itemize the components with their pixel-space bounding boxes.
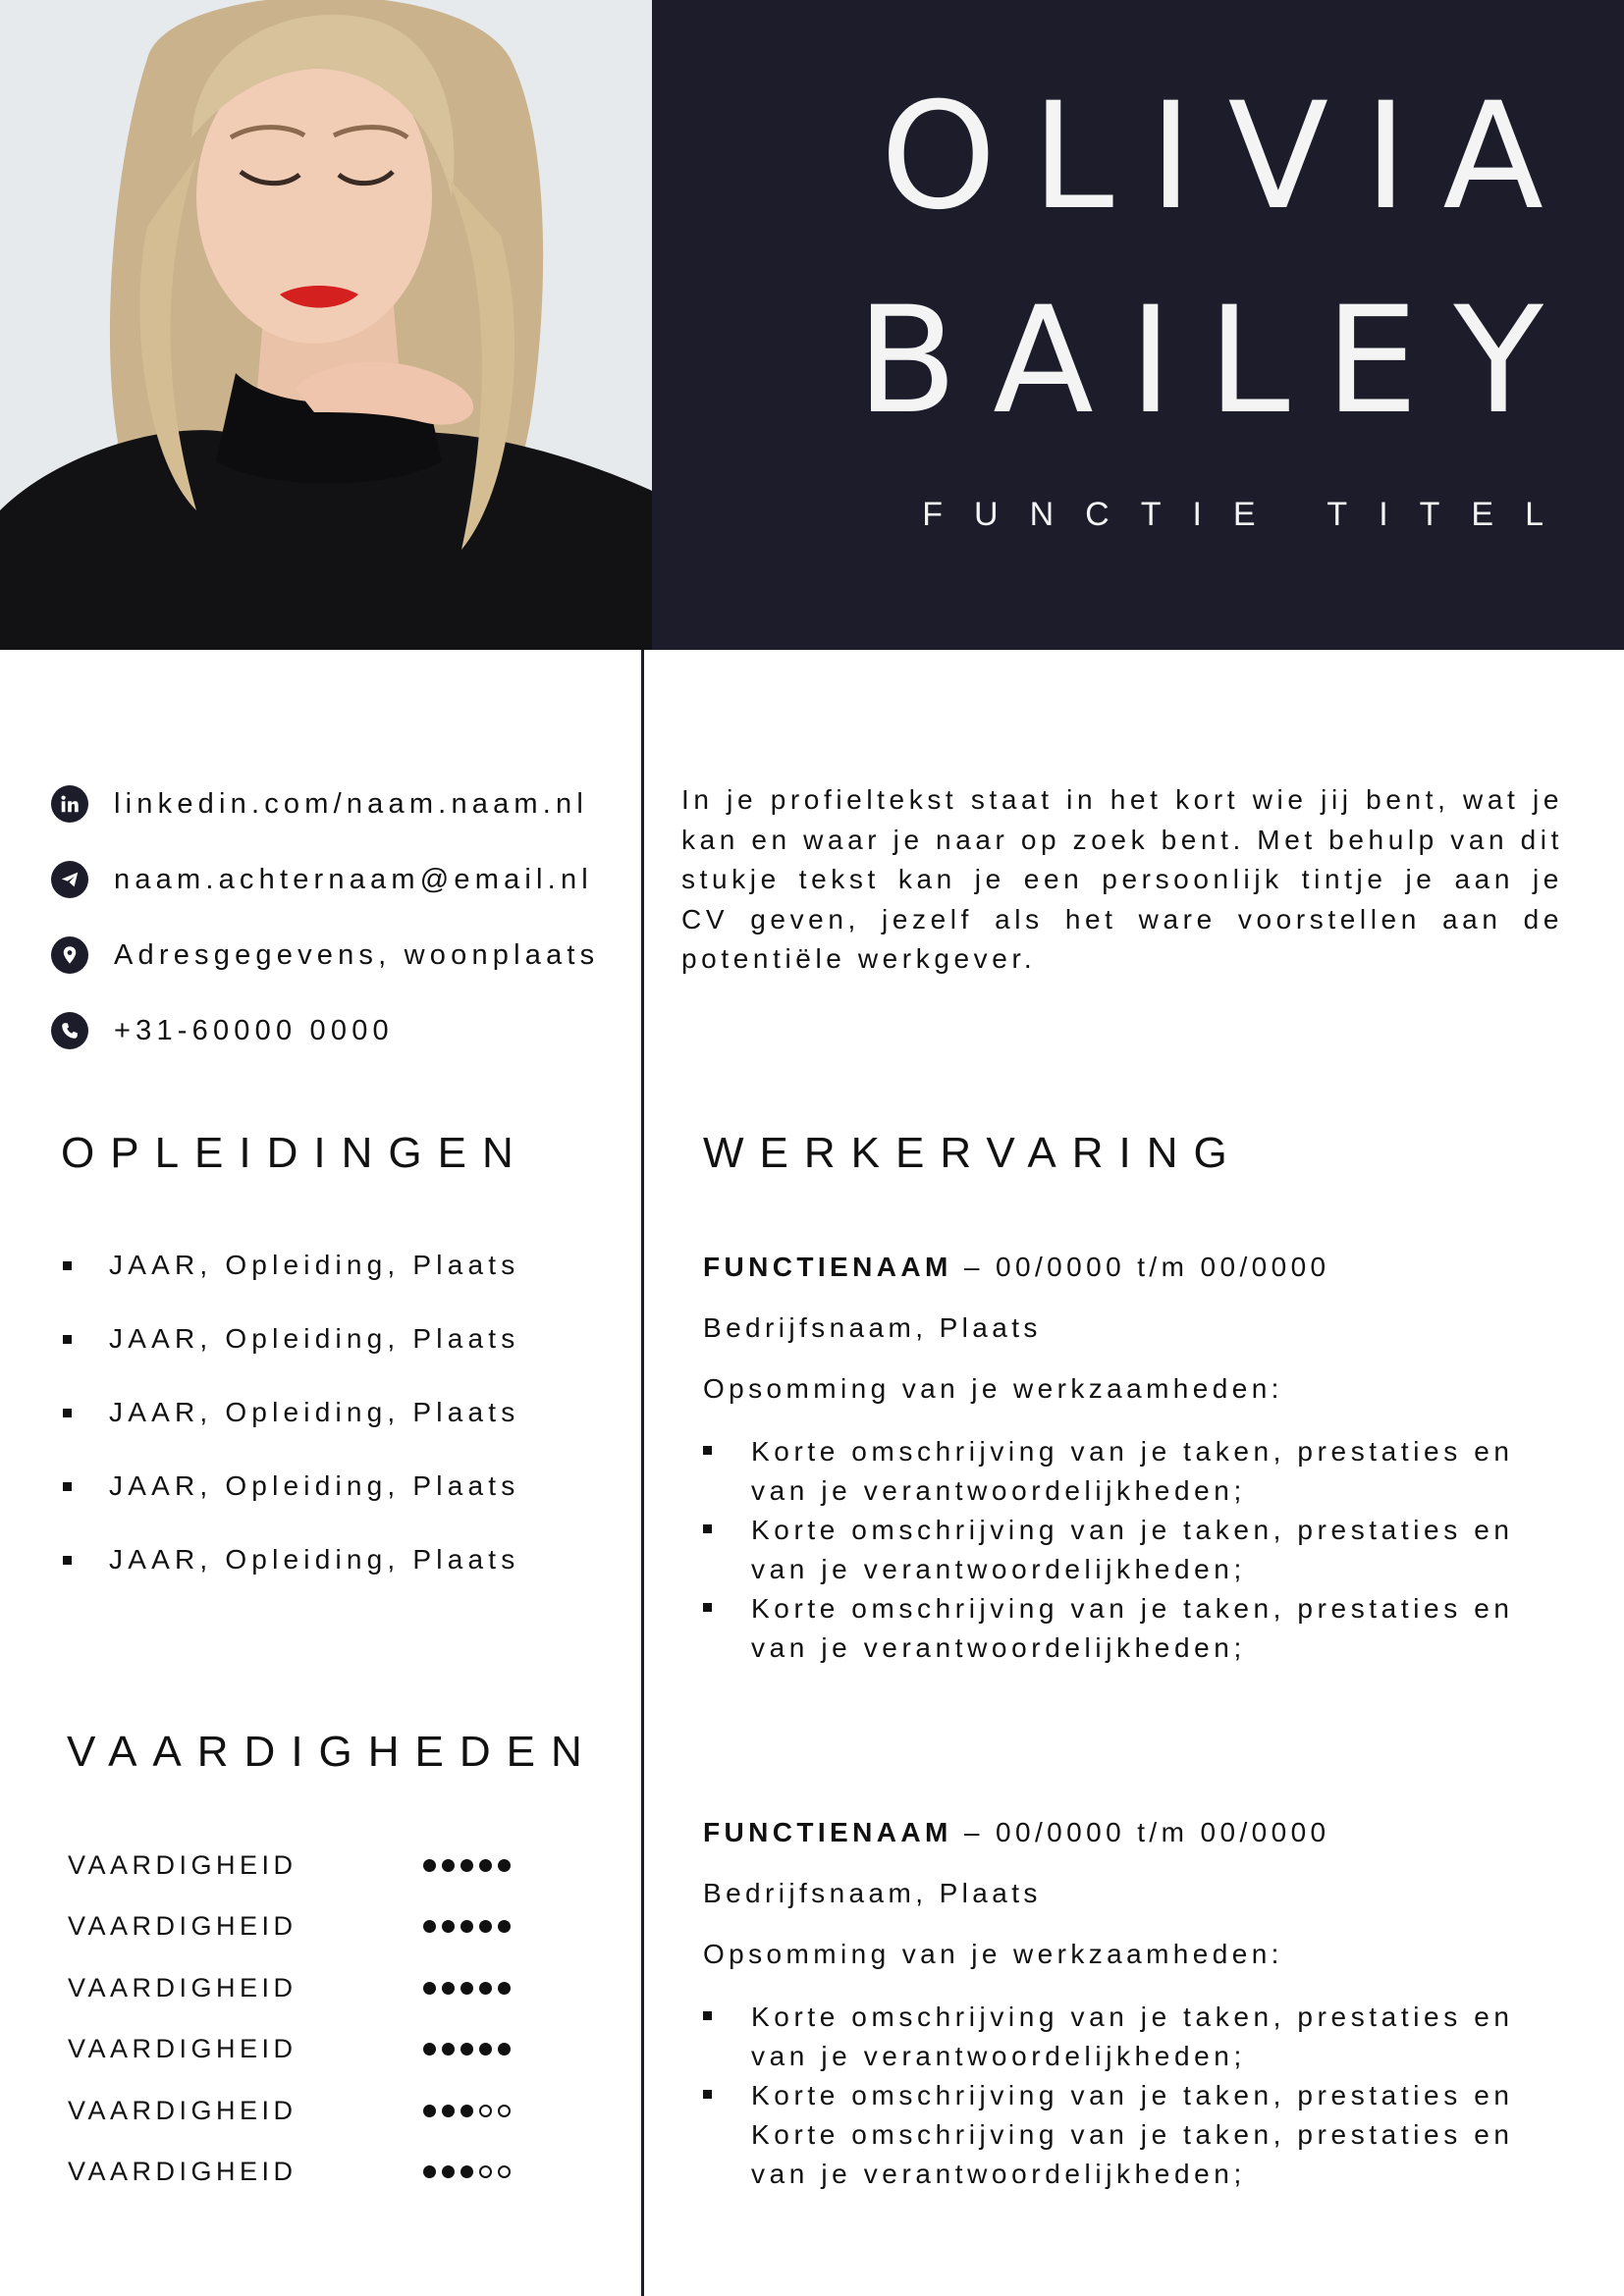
filled-dot-icon	[498, 1859, 511, 1872]
skill-rating	[423, 2165, 516, 2178]
filled-dot-icon	[423, 2105, 436, 2117]
profile-text: In je profieltekst staat in het kort wie jij bent, wat je kan en waar je naar op zoek bent. Met behulp van dit stukje tekst kan je een persoonlijk tintje je aan je CV geven, jezelf als het ware voorstellen aan de potentiële werkgever.	[681, 784, 1563, 974]
job-period: – 00/0000 t/m 00/0000	[951, 1252, 1330, 1282]
filled-dot-icon	[498, 2043, 511, 2056]
filled-dot-icon	[423, 1920, 436, 1933]
education-item-text: JAAR, Opleiding, Plaats	[109, 1544, 520, 1575]
filled-dot-icon	[460, 1920, 473, 1933]
job-entry	[703, 1252, 1567, 1668]
education-item-text: JAAR, Opleiding, Plaats	[109, 1250, 520, 1280]
contact-linkedin[interactable]	[51, 785, 621, 823]
job-header	[703, 1817, 1567, 1852]
filled-dot-icon	[479, 1859, 492, 1872]
skill-row	[68, 1909, 578, 1945]
job-header	[703, 1252, 1567, 1287]
profile-photo	[0, 0, 652, 650]
skill-rating	[423, 2043, 516, 2056]
contact-text: +31-60000 0000	[114, 1014, 394, 1046]
job-company: Bedrijfsnaam, Plaats	[703, 1878, 1042, 1908]
filled-dot-icon	[460, 1982, 473, 1995]
filled-dot-icon	[423, 1859, 436, 1872]
skill-name: VAARDIGHEID	[68, 1911, 298, 1941]
filled-dot-icon	[460, 2043, 473, 2056]
bullet-icon	[703, 2011, 712, 2020]
empty-dot-icon	[479, 2165, 492, 2178]
duty-text: Korte omschrijving van je taken, prestaties en van je verantwoordelijkheden;	[751, 1436, 1514, 1506]
duty-text: Korte omschrijving van je taken, prestaties en Korte omschrijving van je taken, prestaties en van je verantwoordelijkheden;	[751, 2080, 1514, 2189]
filled-dot-icon	[442, 2043, 455, 2056]
job-entry	[703, 1817, 1567, 2194]
skill-row	[68, 1847, 578, 1883]
first-name: OLIVIA	[880, 72, 1579, 242]
duty-list	[703, 1998, 1567, 2194]
work-heading: WERKERVARING	[703, 1129, 1243, 1177]
skill-row	[68, 2155, 578, 2190]
phone-icon	[51, 1012, 88, 1049]
skill-rating	[423, 2105, 516, 2117]
filled-dot-icon	[460, 1859, 473, 1872]
education-item-text: JAAR, Opleiding, Plaats	[109, 1470, 520, 1501]
job-function: FUNCTIENAAM	[703, 1252, 952, 1282]
duty-text: Korte omschrijving van je taken, prestaties en van je verantwoordelijkheden;	[751, 1515, 1514, 1584]
filled-dot-icon	[498, 1920, 511, 1933]
empty-dot-icon	[498, 2105, 511, 2117]
education-list	[63, 1249, 519, 1617]
education-heading: OPLEIDINGEN	[61, 1129, 529, 1177]
bullet-icon	[63, 1261, 72, 1270]
job-function: FUNCTIENAAM	[703, 1817, 952, 1847]
list-item	[703, 1998, 1567, 2076]
bullet-icon	[63, 1556, 72, 1565]
filled-dot-icon	[460, 2165, 473, 2178]
skill-row	[68, 2093, 578, 2128]
list-item	[703, 1432, 1567, 1511]
bullet-icon	[703, 1524, 712, 1533]
column-divider	[641, 650, 644, 2296]
job-intro: Opsomming van je werkzaamheden:	[703, 1373, 1283, 1404]
filled-dot-icon	[460, 2105, 473, 2117]
list-item	[63, 1396, 519, 1429]
empty-dot-icon	[479, 2105, 492, 2117]
skill-rating	[423, 1920, 516, 1933]
list-item	[63, 1322, 519, 1356]
list-item	[703, 1511, 1567, 1589]
skill-name: VAARDIGHEID	[68, 2095, 298, 2125]
skills-heading: VAARDIGHEDEN	[67, 1728, 598, 1776]
duty-list	[703, 1432, 1567, 1668]
last-name: BAILEY	[856, 276, 1579, 447]
bullet-icon	[63, 1335, 72, 1344]
education-item-text: JAAR, Opleiding, Plaats	[109, 1397, 520, 1427]
list-item	[703, 2076, 1567, 2194]
contact-address	[51, 936, 621, 974]
filled-dot-icon	[423, 1982, 436, 1995]
header-band	[652, 0, 1624, 650]
contact-text: naam.achternaam@email.nl	[114, 863, 593, 895]
bullet-icon	[63, 1409, 72, 1417]
skill-row	[68, 2032, 578, 2067]
contact-list	[51, 785, 621, 1088]
bullet-icon	[703, 1603, 712, 1612]
duty-text: Korte omschrijving van je taken, prestaties en van je verantwoordelijkheden;	[751, 2002, 1514, 2071]
contact-text: linkedin.com/naam.naam.nl	[114, 787, 589, 820]
linkedin-icon	[51, 785, 88, 823]
contact-email[interactable]	[51, 861, 621, 898]
list-item	[703, 1589, 1567, 1668]
skills-list	[68, 1847, 578, 2216]
filled-dot-icon	[423, 2043, 436, 2056]
filled-dot-icon	[479, 1920, 492, 1933]
job-company: Bedrijfsnaam, Plaats	[703, 1312, 1042, 1343]
bullet-icon	[63, 1482, 72, 1491]
skill-name: VAARDIGHEID	[68, 1972, 298, 2002]
contact-phone[interactable]	[51, 1012, 621, 1049]
skill-name: VAARDIGHEID	[68, 1849, 298, 1880]
location-pin-icon	[51, 936, 88, 974]
portrait-illustration	[0, 0, 652, 650]
filled-dot-icon	[479, 1982, 492, 1995]
skill-row	[68, 1970, 578, 2005]
bullet-icon	[703, 1446, 712, 1455]
filled-dot-icon	[442, 2165, 455, 2178]
education-item-text: JAAR, Opleiding, Plaats	[109, 1323, 520, 1354]
filled-dot-icon	[442, 1920, 455, 1933]
skill-name: VAARDIGHEID	[68, 2034, 298, 2063]
skill-rating	[423, 1859, 516, 1872]
filled-dot-icon	[479, 2043, 492, 2056]
filled-dot-icon	[498, 1982, 511, 1995]
filled-dot-icon	[442, 1982, 455, 1995]
filled-dot-icon	[442, 1859, 455, 1872]
list-item	[63, 1249, 519, 1282]
filled-dot-icon	[442, 2105, 455, 2117]
job-intro: Opsomming van je werkzaamheden:	[703, 1939, 1283, 1969]
send-icon	[51, 861, 88, 898]
skill-rating	[423, 1982, 516, 1995]
empty-dot-icon	[498, 2165, 511, 2178]
skill-name: VAARDIGHEID	[68, 2157, 298, 2186]
job-title: FUNCTIE TITEL	[922, 496, 1575, 533]
list-item	[63, 1469, 519, 1503]
duty-text: Korte omschrijving van je taken, prestaties en van je verantwoordelijkheden;	[751, 1593, 1514, 1663]
list-item	[63, 1543, 519, 1576]
job-period: – 00/0000 t/m 00/0000	[951, 1817, 1330, 1847]
bullet-icon	[703, 2090, 712, 2099]
contact-text: Adresgegevens, woonplaats	[114, 938, 600, 971]
filled-dot-icon	[423, 2165, 436, 2178]
